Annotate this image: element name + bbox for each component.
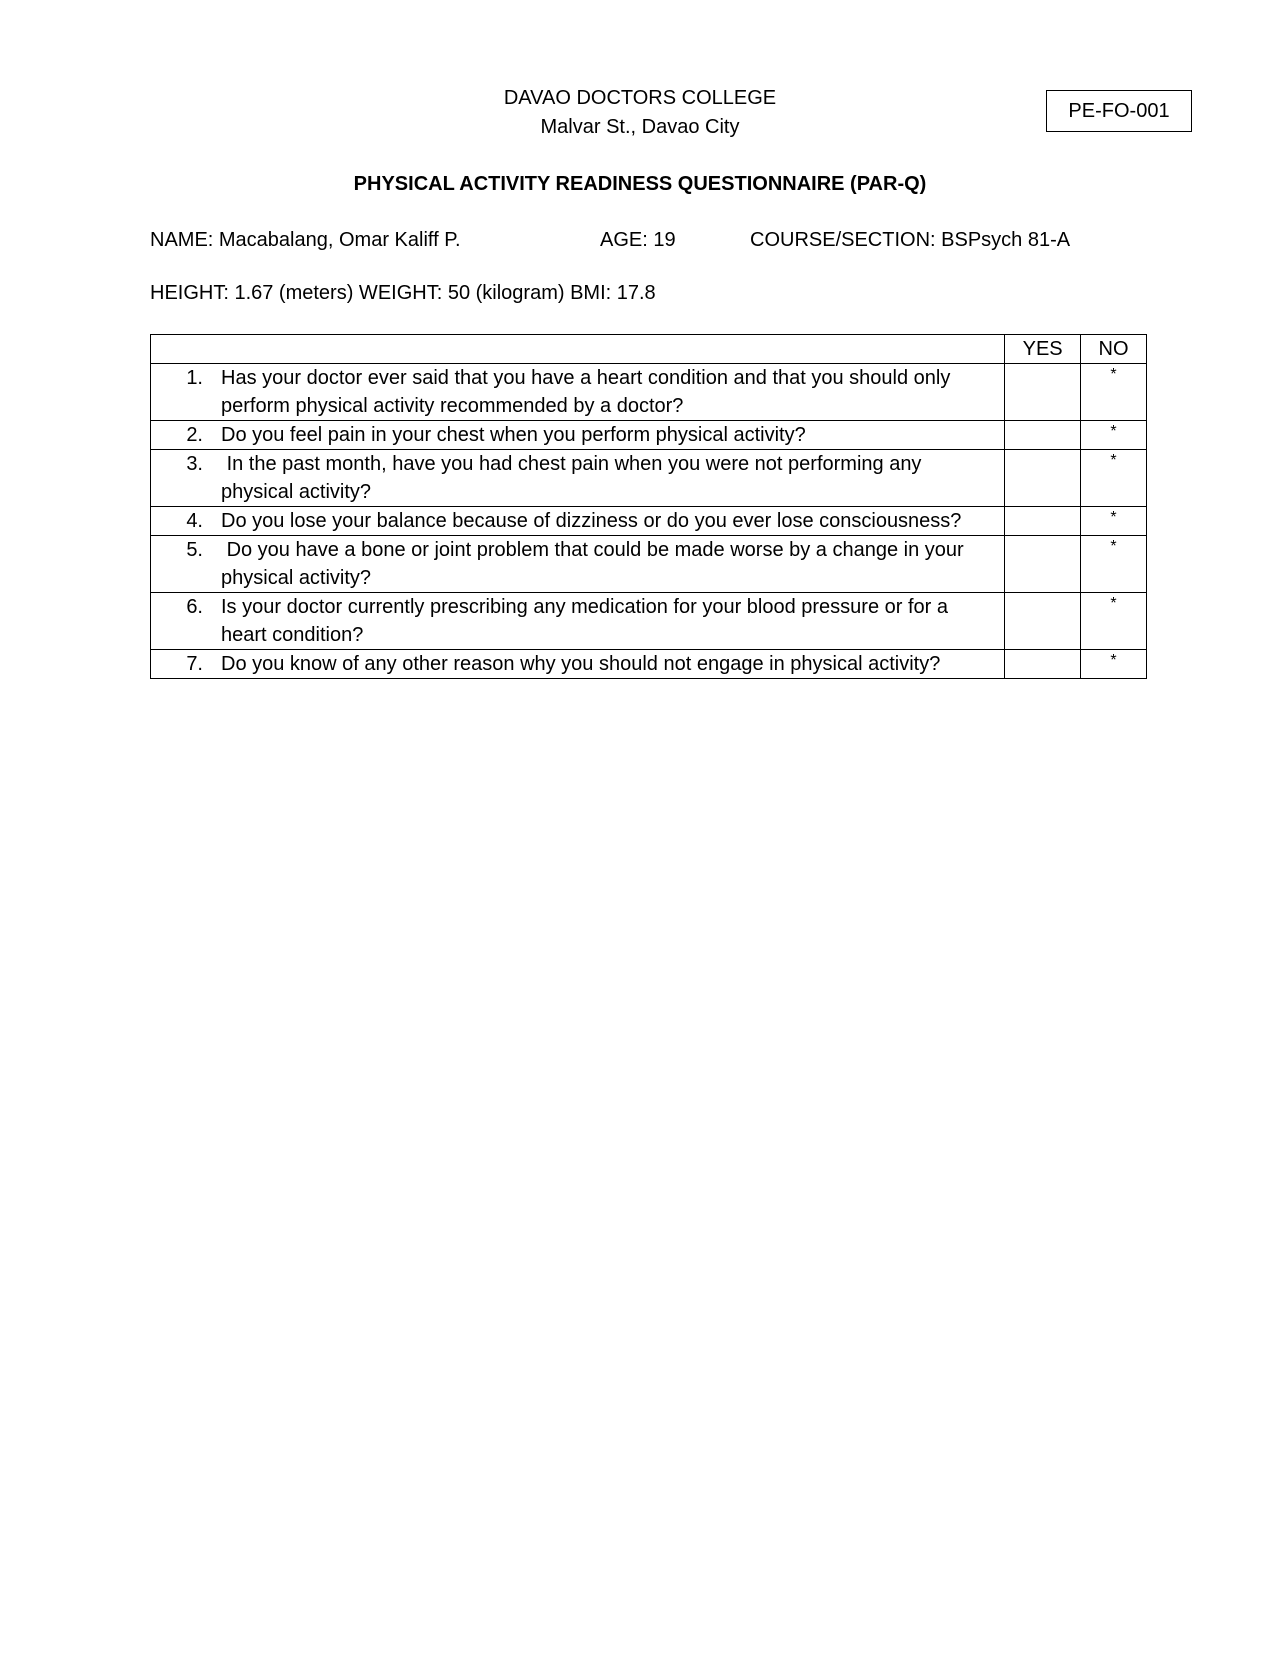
table-row [151, 593, 1147, 650]
yes-answer-cell[interactable] [1005, 421, 1081, 450]
question-cell [151, 593, 1005, 650]
no-answer-cell[interactable]: * [1081, 593, 1147, 650]
question-number: 4. [186, 510, 203, 532]
yes-answer-cell[interactable] [1005, 650, 1081, 679]
question-text: Is your doctor currently prescribing any medication for your blood pressure or for a heart condition? [221, 596, 949, 646]
student-name: NAME: Macabalang, Omar Kaliff P. [150, 229, 461, 251]
question-number: 3. [186, 453, 203, 475]
school-name: DAVAO DOCTORS COLLEGE [503, 87, 777, 109]
yes-answer-cell[interactable] [1005, 593, 1081, 650]
question-cell [151, 650, 1005, 679]
question-cell [151, 507, 1005, 536]
question-number: 5. [186, 539, 203, 561]
table-header-row [151, 335, 1147, 364]
table-row [151, 507, 1147, 536]
question-text: Do you have a bone or joint problem that could be made worse by a change in your physical activity? [221, 539, 970, 589]
school-address: Malvar St., Davao City [540, 116, 740, 138]
yes-answer-cell[interactable] [1005, 450, 1081, 507]
question-number: 2. [186, 424, 203, 446]
question-cell [151, 421, 1005, 450]
question-cell [151, 364, 1005, 421]
question-number: 1. [186, 367, 203, 389]
question-text: Do you know of any other reason why you should not engage in physical activity? [221, 653, 941, 675]
table-row [151, 364, 1147, 421]
no-answer-cell[interactable]: * [1081, 364, 1147, 421]
no-answer-cell[interactable]: * [1081, 507, 1147, 536]
student-measurements: HEIGHT: 1.67 (meters) WEIGHT: 50 (kilogram) BMI: 17.8 [150, 282, 656, 304]
yes-answer-cell[interactable] [1005, 536, 1081, 593]
parq-table [150, 334, 1147, 679]
table-row [151, 450, 1147, 507]
student-age: AGE: 19 [600, 229, 676, 251]
no-answer-cell[interactable]: * [1081, 421, 1147, 450]
student-course-section: COURSE/SECTION: BSPsych 81-A [750, 229, 1071, 251]
question-text: Do you feel pain in your chest when you perform physical activity? [221, 424, 806, 446]
no-answer-cell[interactable]: * [1081, 650, 1147, 679]
table-row [151, 536, 1147, 593]
question-text: Do you lose your balance because of dizziness or do you ever lose consciousness? [221, 510, 962, 532]
no-column-header: NO [1081, 335, 1147, 364]
question-text: In the past month, have you had chest pain when you were not performing any physical activity? [221, 453, 927, 503]
question-column-header [151, 335, 1005, 364]
yes-answer-cell[interactable] [1005, 507, 1081, 536]
question-text: Has your doctor ever said that you have a heart condition and that you should only perform physical activity recommended by a doctor? [221, 367, 951, 417]
question-cell [151, 450, 1005, 507]
yes-answer-cell[interactable] [1005, 364, 1081, 421]
question-number: 7. [186, 653, 203, 675]
question-number: 6. [186, 596, 203, 618]
table-row [151, 421, 1147, 450]
no-answer-cell[interactable]: * [1081, 536, 1147, 593]
yes-column-header: YES [1005, 335, 1081, 364]
no-answer-cell[interactable]: * [1081, 450, 1147, 507]
question-cell [151, 536, 1005, 593]
form-code-box: PE-FO-001 [1046, 90, 1192, 132]
document-title: PHYSICAL ACTIVITY READINESS QUESTIONNAIRE (PAR-Q) [353, 173, 927, 195]
table-row [151, 650, 1147, 679]
